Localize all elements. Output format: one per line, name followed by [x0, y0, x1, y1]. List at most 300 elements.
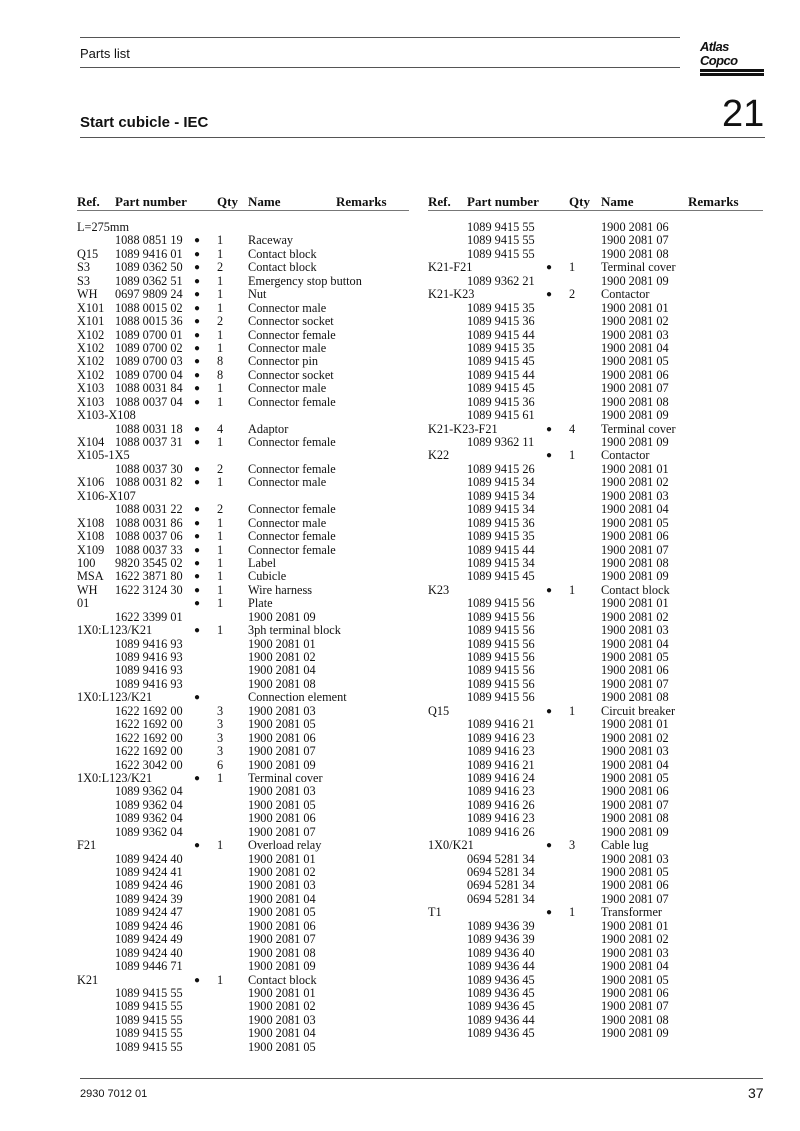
- name-cell: 1900 2081 01: [248, 985, 316, 1000]
- part-number-cell: 1089 9415 35: [467, 529, 535, 544]
- part-number-cell: 1089 9416 01: [115, 246, 183, 261]
- name-cell: 1900 2081 01: [601, 300, 669, 315]
- table-row: [0, 490, 800, 503]
- name-cell: Nut: [248, 287, 267, 302]
- right-col-name-header: Name: [601, 194, 634, 209]
- qty-cell: 1: [217, 972, 224, 987]
- name-cell: 1900 2081 03: [248, 878, 316, 893]
- bullet-icon: ●: [546, 705, 553, 717]
- table-row: [0, 611, 800, 624]
- right-col-qty-header: Qty: [569, 194, 590, 209]
- name-cell: 1900 2081 05: [601, 650, 669, 664]
- name-cell: 1900 2081 06: [248, 811, 316, 826]
- name-cell: Wire harness: [248, 582, 313, 597]
- name-cell: 1900 2081 04: [248, 1026, 316, 1041]
- name-cell: Connector male: [248, 515, 327, 530]
- bullet-icon: ●: [194, 840, 201, 852]
- qty-cell: 1: [217, 596, 224, 611]
- name-cell: 1900 2081 08: [601, 811, 669, 826]
- table-row: [0, 718, 800, 731]
- name-cell: 1900 2081 01: [601, 596, 669, 611]
- name-cell: 1900 2081 03: [601, 744, 669, 759]
- part-number-cell: 1089 9415 26: [467, 461, 535, 476]
- name-cell: 1900 2081 03: [601, 623, 669, 638]
- part-number-cell: 1089 9362 04: [115, 824, 183, 839]
- table-row: [0, 382, 800, 395]
- qty-cell: 2: [217, 502, 224, 517]
- qty-cell: 2: [217, 314, 224, 329]
- part-number-cell: 1089 9436 45: [467, 1026, 535, 1041]
- name-cell: 1900 2081 05: [601, 770, 669, 785]
- part-number-cell: 1089 9415 56: [467, 676, 535, 691]
- qty-cell: 1: [217, 475, 224, 490]
- name-cell: 1900 2081 09: [601, 273, 669, 288]
- ref-cell: X102: [77, 327, 105, 342]
- name-cell: Label: [248, 555, 276, 570]
- part-number-cell: 1089 9424 40: [115, 945, 183, 960]
- part-number-cell: 1089 9415 35: [467, 340, 535, 355]
- table-row: [0, 342, 800, 355]
- right-header-rule: [428, 210, 763, 211]
- part-number-cell: 1089 9415 44: [467, 367, 535, 382]
- bullet-icon: ●: [194, 235, 201, 247]
- name-cell: Connector male: [248, 300, 327, 315]
- name-cell: Connector female: [248, 542, 336, 557]
- name-cell: Terminal cover: [601, 260, 676, 275]
- name-cell: Cubicle: [248, 569, 287, 584]
- name-cell: 1900 2081 05: [248, 797, 316, 812]
- part-number-cell: 1089 9424 46: [115, 878, 183, 893]
- part-number-cell: 1622 3124 30: [115, 582, 183, 597]
- name-cell: 1900 2081 02: [248, 650, 316, 664]
- table-row: [0, 597, 800, 610]
- header-bottom-rule: [80, 67, 680, 68]
- part-number-cell: 1089 9415 55: [115, 1039, 183, 1054]
- name-cell: 1900 2081 04: [601, 502, 669, 517]
- qty-cell: 1: [217, 381, 224, 396]
- qty-cell: 3: [217, 717, 224, 732]
- name-cell: Connector male: [248, 340, 327, 355]
- part-number-cell: 1088 0031 22: [115, 502, 183, 517]
- table-row: [0, 449, 800, 462]
- part-number-cell: 1089 9436 39: [467, 918, 535, 933]
- section-title: Start cubicle - IEC: [80, 114, 209, 131]
- left-col-name-header: Name: [248, 194, 281, 209]
- bullet-icon: ●: [546, 840, 553, 852]
- table-row: [0, 329, 800, 342]
- part-number-cell: 1089 9415 34: [467, 555, 535, 570]
- part-number-cell: 1089 9362 21: [467, 273, 535, 288]
- qty-cell: 1: [217, 233, 224, 248]
- qty-cell: 1: [217, 287, 224, 302]
- part-number-cell: 1089 9415 56: [467, 663, 535, 678]
- qty-cell: 8: [217, 354, 224, 369]
- part-number-cell: 1089 9415 44: [467, 327, 535, 342]
- name-cell: 1900 2081 05: [248, 905, 316, 920]
- part-number-cell: 1089 9415 36: [467, 314, 535, 329]
- name-cell: 1900 2081 08: [248, 945, 316, 960]
- table-row: [0, 544, 800, 557]
- qty-cell: 1: [217, 542, 224, 557]
- ref-cell: 01: [77, 596, 90, 611]
- table-row: [0, 302, 800, 315]
- name-cell: 1900 2081 06: [601, 878, 669, 893]
- part-number-cell: 1089 9416 26: [467, 824, 535, 839]
- page-number: 37: [748, 1085, 764, 1101]
- qty-cell: 1: [217, 555, 224, 570]
- ref-cell: X102: [77, 354, 105, 369]
- qty-cell: 2: [569, 287, 576, 302]
- part-number-cell: 0697 9809 24: [115, 287, 183, 302]
- part-number-cell: 1089 9424 39: [115, 891, 183, 906]
- name-cell: 1900 2081 02: [248, 865, 316, 879]
- name-cell: Connector female: [248, 327, 336, 342]
- part-number-cell: 1089 9415 56: [467, 623, 535, 638]
- table-row: [0, 234, 800, 247]
- part-number-cell: 1089 9424 40: [115, 851, 183, 866]
- name-cell: 1900 2081 02: [601, 730, 669, 745]
- table-row: [0, 893, 800, 906]
- qty-cell: 3: [569, 838, 576, 853]
- part-number-cell: 1088 0851 19: [115, 233, 183, 248]
- right-parts-table: [0, 221, 800, 1041]
- qty-cell: 4: [569, 421, 576, 436]
- part-number-cell: 0694 5281 34: [467, 851, 535, 866]
- part-number-cell: 1088 0031 84: [115, 381, 183, 396]
- bullet-icon: ●: [194, 517, 201, 529]
- name-cell: 1900 2081 07: [601, 797, 669, 812]
- bullet-icon: ●: [194, 463, 201, 475]
- name-cell: Connector socket: [248, 314, 334, 329]
- name-cell: Contactor: [601, 287, 650, 302]
- document-number: 2930 7012 01: [80, 1088, 148, 1100]
- table-row: [0, 920, 800, 933]
- qty-cell: 1: [217, 838, 224, 853]
- part-number-cell: 1089 0700 03: [115, 354, 183, 369]
- name-cell: Contact block: [248, 972, 317, 987]
- part-number-cell: 1089 9416 93: [115, 676, 183, 691]
- table-row: [0, 396, 800, 409]
- table-row: [0, 288, 800, 301]
- name-cell: 1900 2081 03: [601, 851, 669, 866]
- part-number-cell: 1088 0037 31: [115, 435, 183, 449]
- name-cell: 1900 2081 08: [248, 676, 316, 691]
- part-number-cell: 1089 9416 93: [115, 663, 183, 678]
- part-number-cell: 1089 9424 49: [115, 932, 183, 947]
- ref-cell: X106: [77, 475, 105, 490]
- table-row: [0, 1027, 800, 1040]
- table-row: [0, 517, 800, 530]
- name-cell: 1900 2081 06: [248, 730, 316, 745]
- bullet-icon: ●: [194, 598, 201, 610]
- ref-cell: X103: [77, 381, 105, 396]
- table-row: [0, 933, 800, 946]
- bullet-icon: ●: [194, 557, 201, 569]
- part-number-cell: 1622 1692 00: [115, 730, 183, 745]
- part-number-cell: 1089 9415 55: [115, 1012, 183, 1027]
- table-row: [0, 664, 800, 677]
- part-number-cell: 1089 9436 40: [467, 945, 535, 960]
- name-cell: 1900 2081 05: [601, 515, 669, 530]
- name-cell: Terminal cover: [248, 770, 323, 785]
- name-cell: 1900 2081 07: [248, 824, 316, 839]
- qty-cell: 1: [217, 327, 224, 342]
- table-row: [0, 423, 800, 436]
- logo-text: Atlas Copco: [700, 39, 738, 68]
- ref-cell: K21: [77, 972, 99, 987]
- name-cell: 1900 2081 05: [248, 717, 316, 732]
- qty-cell: 1: [217, 770, 224, 785]
- bullet-icon: ●: [546, 907, 553, 919]
- ref-cell: K21-F21: [428, 260, 473, 275]
- table-row: [0, 624, 800, 637]
- part-number-cell: 1089 9436 45: [467, 999, 535, 1014]
- name-cell: 1900 2081 08: [601, 690, 669, 705]
- ref-cell: 1X0:L123/K21: [77, 690, 153, 705]
- right-col-ref-header: Ref.: [428, 194, 451, 209]
- part-number-cell: 1622 3042 00: [115, 757, 183, 772]
- qty-cell: 1: [217, 569, 224, 584]
- part-number-cell: 1089 9416 24: [467, 770, 535, 785]
- part-number-cell: 1089 9436 45: [467, 972, 535, 987]
- name-cell: 1900 2081 04: [601, 340, 669, 355]
- atlas-copco-logo: [700, 40, 764, 68]
- part-number-cell: 0694 5281 34: [467, 878, 535, 893]
- page-header-title: Parts list: [80, 46, 130, 61]
- name-cell: Circuit breaker: [601, 703, 676, 718]
- part-number-cell: 1089 9436 45: [467, 985, 535, 1000]
- name-cell: 1900 2081 08: [601, 555, 669, 570]
- table-row: [0, 436, 800, 449]
- name-cell: 1900 2081 07: [601, 542, 669, 557]
- name-cell: 1900 2081 07: [601, 891, 669, 906]
- ref-cell: X102: [77, 367, 105, 382]
- table-row: [0, 584, 800, 597]
- ref-cell: WH: [77, 582, 98, 597]
- table-row: [0, 785, 800, 798]
- name-cell: Transformer: [601, 905, 663, 920]
- part-number-cell: 1089 0700 04: [115, 367, 183, 382]
- bullet-icon: ●: [194, 248, 201, 260]
- bullet-icon: ●: [194, 692, 201, 704]
- name-cell: 1900 2081 03: [248, 1012, 316, 1027]
- qty-cell: 1: [217, 582, 224, 597]
- name-cell: 1900 2081 03: [248, 784, 316, 799]
- name-cell: 1900 2081 03: [601, 488, 669, 503]
- name-cell: Contact block: [248, 246, 317, 261]
- ref-cell: X101: [77, 300, 105, 315]
- bullet-icon: ●: [194, 316, 201, 328]
- name-cell: Connector female: [248, 394, 336, 409]
- ref-cell: X105-1X5: [77, 448, 130, 463]
- table-row: [0, 960, 800, 973]
- part-number-cell: 0694 5281 34: [467, 891, 535, 906]
- name-cell: Plate: [248, 596, 273, 611]
- logo-bar: [700, 73, 764, 76]
- part-number-cell: 1089 0700 01: [115, 327, 183, 342]
- part-number-cell: 1089 9416 21: [467, 717, 535, 732]
- bullet-icon: ●: [194, 477, 201, 489]
- ref-cell: L=275mm: [77, 220, 130, 234]
- ref-cell: T1: [428, 905, 442, 920]
- table-row: [0, 866, 800, 879]
- name-cell: 1900 2081 06: [248, 918, 316, 933]
- part-number-cell: 1088 0037 30: [115, 461, 183, 476]
- name-cell: Contactor: [601, 448, 650, 463]
- ref-cell: Q15: [77, 246, 99, 261]
- ref-cell: WH: [77, 287, 98, 302]
- part-number-cell: 1088 0037 06: [115, 529, 183, 544]
- name-cell: 1900 2081 03: [248, 703, 316, 718]
- table-row: [0, 248, 800, 261]
- part-number-cell: 1088 0031 86: [115, 515, 183, 530]
- part-number-cell: 1089 9436 44: [467, 1012, 535, 1027]
- qty-cell: 1: [217, 435, 224, 449]
- bullet-icon: ●: [194, 423, 201, 435]
- table-row: [0, 315, 800, 328]
- name-cell: 1900 2081 09: [248, 609, 316, 624]
- bullet-icon: ●: [194, 571, 201, 583]
- name-cell: 1900 2081 01: [248, 636, 316, 651]
- bullet-icon: ●: [194, 329, 201, 341]
- table-row: [0, 772, 800, 785]
- qty-cell: 8: [217, 367, 224, 382]
- part-number-cell: 1088 0015 36: [115, 314, 183, 329]
- left-col-part-header: Part number: [115, 194, 187, 209]
- bullet-icon: ●: [546, 450, 553, 462]
- part-number-cell: 1089 9416 23: [467, 811, 535, 826]
- table-row: [0, 906, 800, 919]
- bullet-icon: ●: [194, 544, 201, 556]
- table-row: [0, 530, 800, 543]
- table-row: [0, 1014, 800, 1027]
- name-cell: Overload relay: [248, 838, 322, 853]
- name-cell: 1900 2081 09: [601, 1026, 669, 1041]
- table-row: [0, 570, 800, 583]
- name-cell: Connector male: [248, 381, 327, 396]
- part-number-cell: 1089 9415 56: [467, 596, 535, 611]
- bullet-icon: ●: [194, 356, 201, 368]
- bullet-icon: ●: [194, 531, 201, 543]
- name-cell: Adaptor: [248, 421, 289, 436]
- part-number-cell: 1089 9424 46: [115, 918, 183, 933]
- ref-cell: 1X0:L123/K21: [77, 623, 153, 638]
- qty-cell: 1: [217, 529, 224, 544]
- header-top-rule: [80, 37, 680, 38]
- part-number-cell: 1089 9416 23: [467, 744, 535, 759]
- part-number-cell: 1089 9415 55: [467, 220, 535, 234]
- right-col-remarks-header: Remarks: [688, 194, 739, 209]
- name-cell: 1900 2081 07: [601, 999, 669, 1014]
- name-cell: 1900 2081 02: [248, 999, 316, 1014]
- table-row: [0, 409, 800, 422]
- table-row: [0, 879, 800, 892]
- ref-cell: X102: [77, 340, 105, 355]
- left-col-ref-header: Ref.: [77, 194, 100, 209]
- part-number-cell: 1089 9415 56: [467, 636, 535, 651]
- name-cell: 1900 2081 05: [601, 972, 669, 987]
- name-cell: 1900 2081 02: [601, 314, 669, 329]
- qty-cell: 3: [217, 744, 224, 759]
- ref-cell: S3: [77, 260, 90, 275]
- part-number-cell: 1622 3399 01: [115, 609, 183, 624]
- table-row: [0, 678, 800, 691]
- table-row: [0, 799, 800, 812]
- name-cell: 1900 2081 07: [601, 233, 669, 248]
- name-cell: 1900 2081 02: [601, 475, 669, 490]
- logo-bar: [700, 69, 764, 72]
- bullet-icon: ●: [194, 275, 201, 287]
- table-row: [0, 853, 800, 866]
- name-cell: 1900 2081 04: [248, 663, 316, 678]
- ref-cell: 100: [77, 555, 96, 570]
- part-number-cell: 1089 9415 55: [467, 233, 535, 248]
- name-cell: 1900 2081 06: [601, 367, 669, 382]
- name-cell: 1900 2081 04: [601, 636, 669, 651]
- table-row: [0, 638, 800, 651]
- name-cell: 1900 2081 02: [601, 609, 669, 624]
- part-number-cell: 1089 9415 44: [467, 542, 535, 557]
- part-number-cell: 1089 9415 34: [467, 488, 535, 503]
- qty-cell: 1: [569, 260, 576, 275]
- part-number-cell: 1089 9416 26: [467, 797, 535, 812]
- part-number-cell: 1089 9415 34: [467, 475, 535, 490]
- ref-cell: X101: [77, 314, 105, 329]
- part-number-cell: 1622 1692 00: [115, 717, 183, 732]
- part-number-cell: 1089 9415 36: [467, 394, 535, 409]
- part-number-cell: 1089 9362 11: [467, 435, 535, 449]
- name-cell: Raceway: [248, 233, 294, 248]
- bullet-icon: ●: [546, 423, 553, 435]
- part-number-cell: 1089 9424 41: [115, 865, 183, 879]
- bullet-icon: ●: [194, 504, 201, 516]
- name-cell: 1900 2081 09: [248, 757, 316, 772]
- part-number-cell: 1089 9416 23: [467, 730, 535, 745]
- qty-cell: 2: [217, 260, 224, 275]
- bullet-icon: ●: [194, 974, 201, 986]
- left-col-qty-header: Qty: [217, 194, 238, 209]
- name-cell: Connection element: [248, 690, 347, 705]
- ref-cell: X109: [77, 542, 105, 557]
- table-row: [0, 826, 800, 839]
- part-number-cell: 1622 1692 00: [115, 744, 183, 759]
- table-row: [0, 355, 800, 368]
- part-number-cell: 9820 3545 02: [115, 555, 183, 570]
- part-number-cell: 1089 9362 04: [115, 784, 183, 799]
- ref-cell: K23: [428, 582, 450, 597]
- part-number-cell: 1089 0700 02: [115, 340, 183, 355]
- part-number-cell: 1622 1692 00: [115, 703, 183, 718]
- name-cell: Connector female: [248, 435, 336, 449]
- table-row: [0, 463, 800, 476]
- qty-cell: 1: [217, 340, 224, 355]
- part-number-cell: 1089 9415 55: [467, 246, 535, 261]
- table-row: [0, 705, 800, 718]
- qty-cell: 3: [217, 703, 224, 718]
- name-cell: 1900 2081 04: [601, 959, 669, 974]
- name-cell: Emergency stop button: [248, 273, 362, 288]
- ref-cell: F21: [77, 838, 97, 853]
- name-cell: Connector female: [248, 529, 336, 544]
- ref-cell: S3: [77, 273, 90, 288]
- part-number-cell: 1088 0031 18: [115, 421, 183, 436]
- table-row: [0, 557, 800, 570]
- ref-cell: 1X0:L123/K21: [77, 770, 153, 785]
- part-number-cell: 1089 9415 45: [467, 354, 535, 369]
- part-number-cell: 1089 9415 56: [467, 650, 535, 664]
- name-cell: 1900 2081 03: [601, 327, 669, 342]
- part-number-cell: 1089 9436 39: [467, 932, 535, 947]
